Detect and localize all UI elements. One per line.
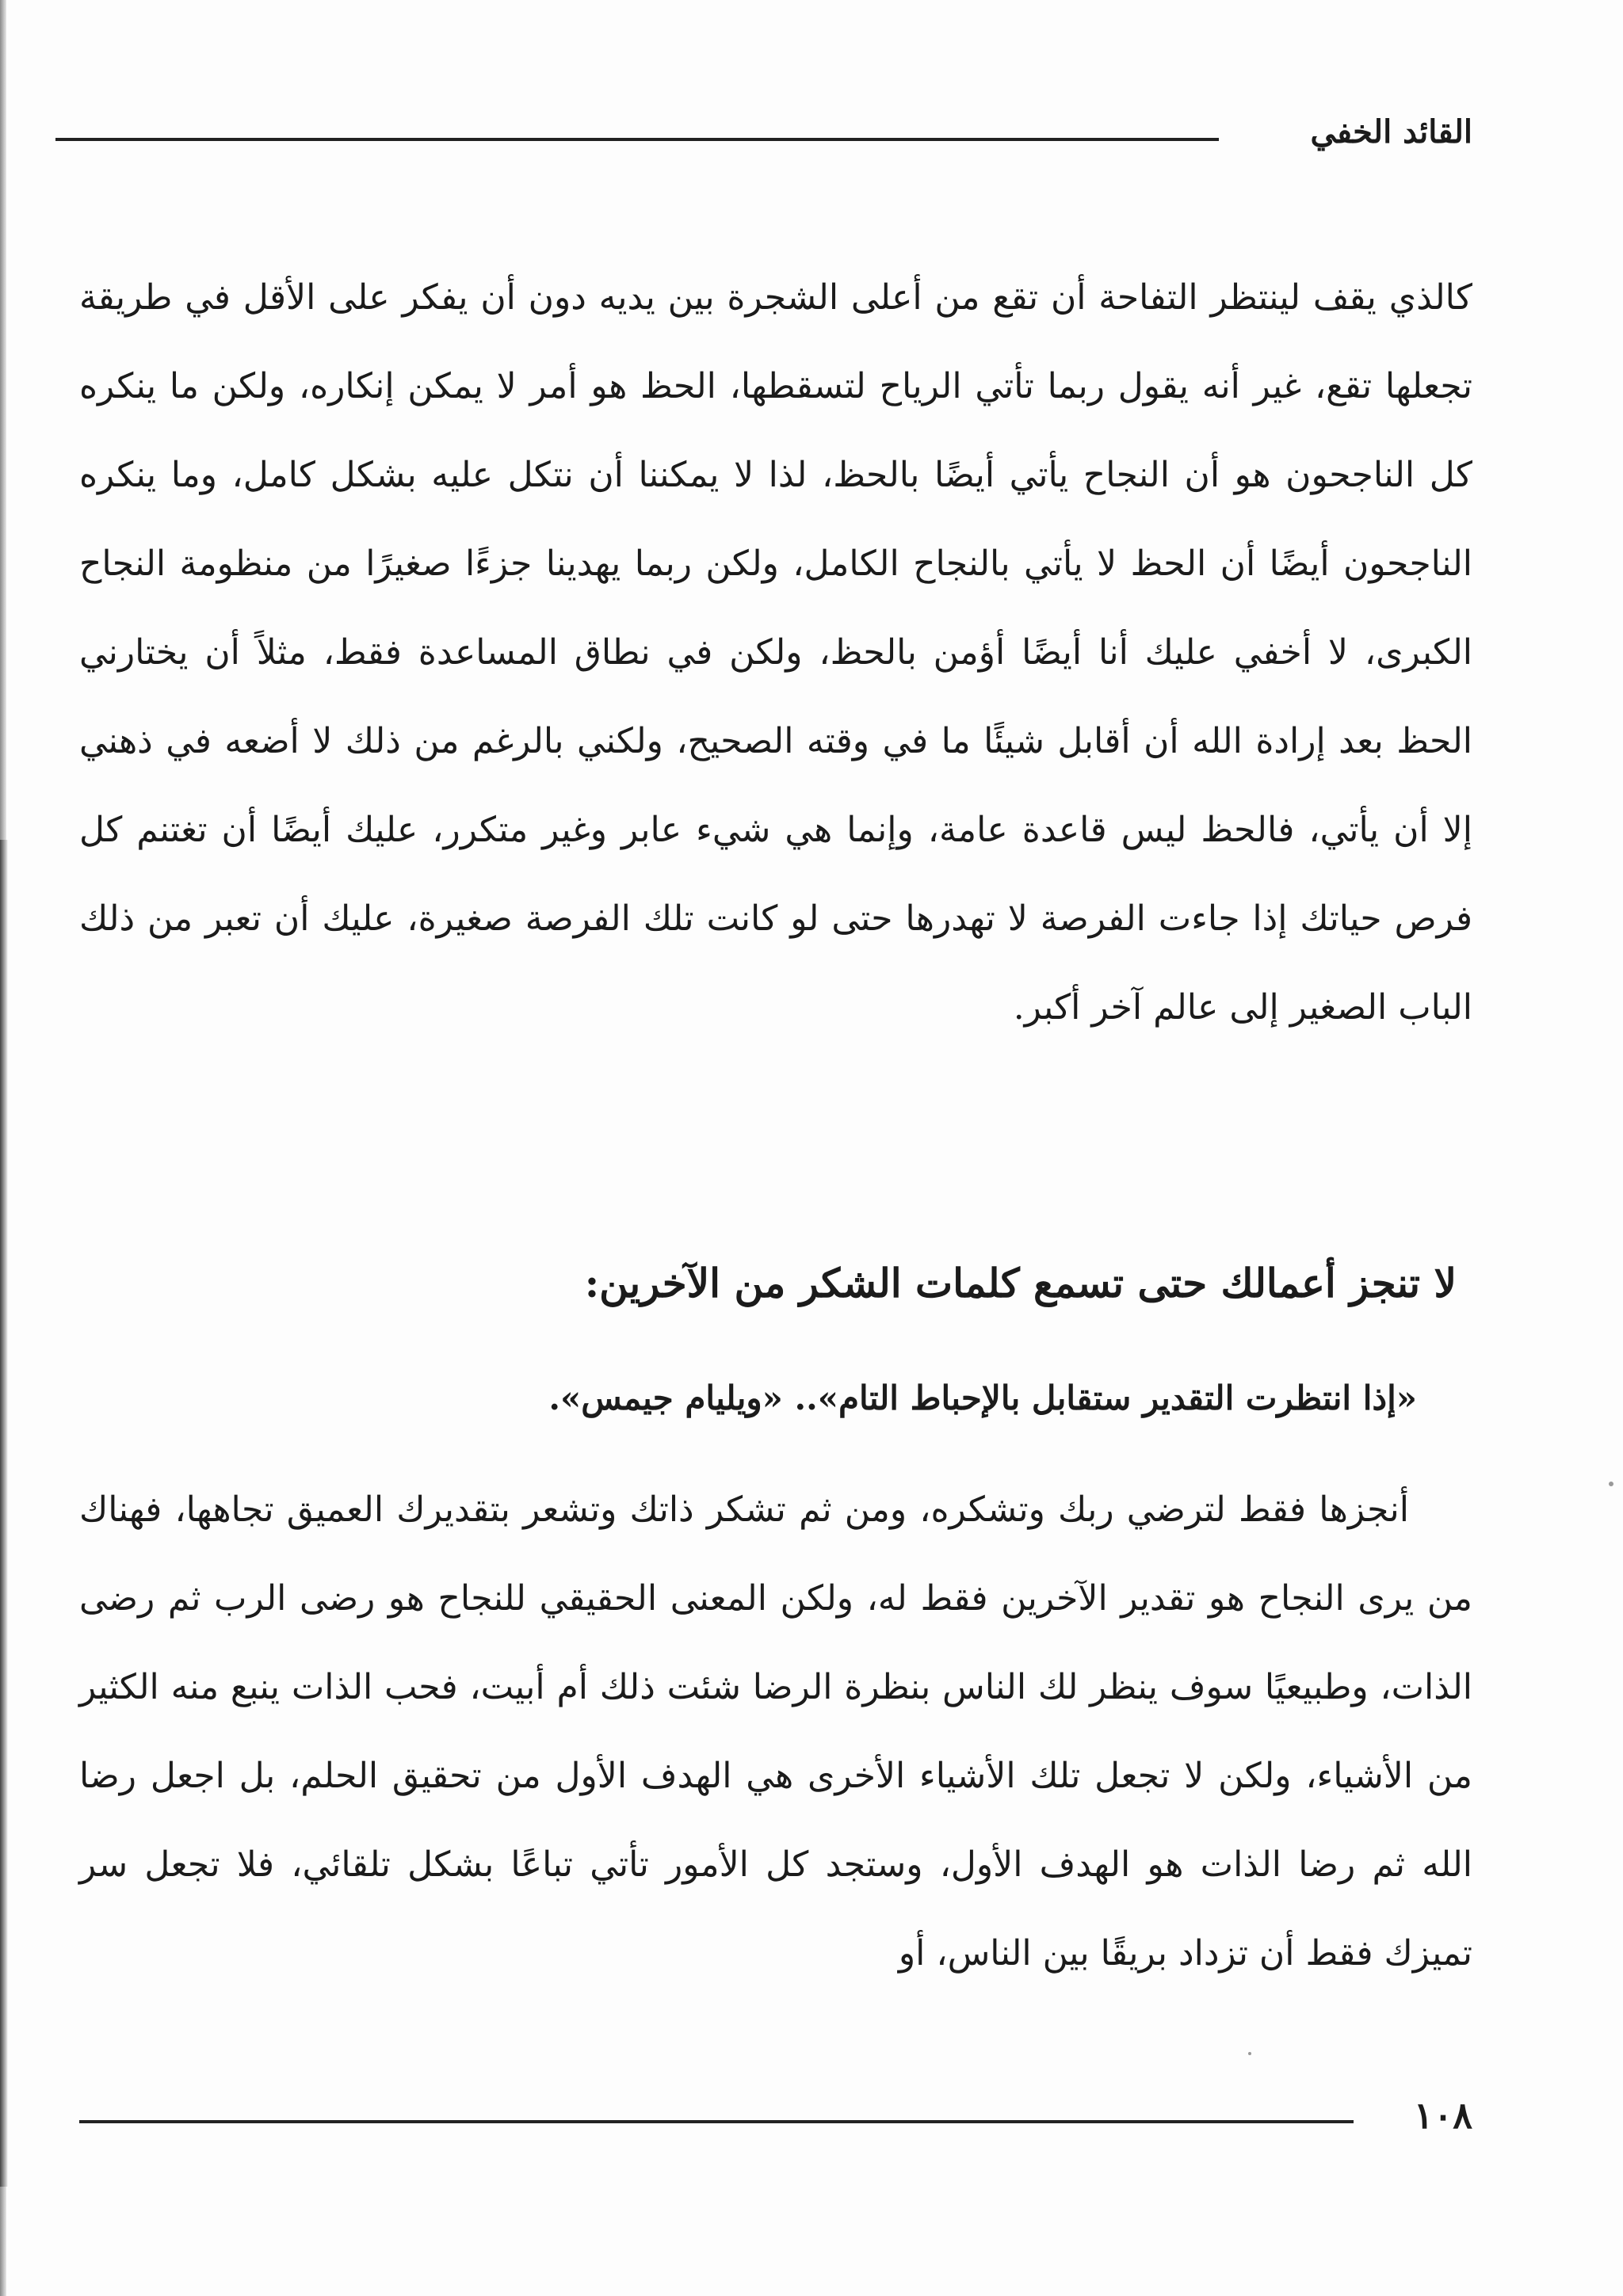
running-header	[55, 111, 1472, 158]
scan-speck	[1248, 2052, 1251, 2055]
footer-rule	[79, 2120, 1354, 2123]
body-paragraph-2	[79, 1466, 1472, 1998]
page-footer	[79, 2092, 1472, 2139]
quote: «إذا انتظرت التقدير ستقابل بالإحباط التام».. «ويليام جيمس».	[548, 1379, 1417, 1417]
header-rule	[55, 138, 1219, 141]
page-number: ١٠٨	[1413, 2094, 1472, 2137]
scan-edge-shadow-lower	[0, 840, 8, 2187]
body-paragraph-1	[79, 254, 1472, 1052]
paragraph-text: كالذي يقف لينتظر التفاحة أن تقع من أعلى الشجرة بين يديه دون أن يفكر على الأقل في طريقة تجعلها تقع، غير أنه يقول ربما تأتي الرياح لتسقطها، الحظ هو أمر لا يمكن إنكاره، ولكن ما ينكره كل الناجحون هو أن النجاح يأتي أيضًا بالحظ، لذا لا يمكننا أن نتكل عليه بشكل كامل، وما ينكره الناجحون أيضًا أن الحظ لا يأتي بالنجاح الكامل، ولكن ربما يهدينا جزءًا صغيرًا من منظومة النجاح الكبرى، لا أخفي عليك أنا أيضًا أؤمن بالحظ، ولكن في نطاق المساعدة فقط، مثلاً أن يختارني الحظ بعد إرادة الله أن أقابل شيئًا ما في وقته الصحيح، ولكني بالرغم من ذلك لا أضعه في ذهني إلا أن يأتي، فالحظ ليس قاعدة عامة، وإنما هي شيء عابر وغير متكرر، عليك أيضًا أن تغتنم كل فرص حياتك إذا جاءت الفرصة لا تهدرها حتى لو كانت تلك الفرصة صغيرة، عليك أن تعبر من ذلك الباب الصغير إلى عالم آخر أكبر.	[79, 277, 1473, 1028]
section-heading: لا تنجز أعمالك حتى تسمع كلمات الشكر من الآخرين:	[584, 1260, 1457, 1306]
scan-speck	[1609, 1482, 1613, 1486]
paragraph-text: أنجزها فقط لترضي ربك وتشكره، ومن ثم تشكر ذاتك وتشعر بتقديرك العميق تجاهها، فهناك من يرى النجاح هو تقدير الآخرين فقط له، ولكن المعنى الحقيقي للنجاح هو رضى الرب ثم رضى الذات، وطبيعيًا سوف ينظر لك الناس بنظرة الرضا شئت ذلك أم أبيت، فحب الذات ينبع منه الكثير من الأشياء، ولكن لا تجعل تلك الأشياء الأخرى هي الهدف الأول من تحقيق الحلم، بل اجعل رضا الله ثم رضا الذات هو الهدف الأول، وستجد كل الأمور تأتي تباعًا بشكل تلقائي، فلا تجعل سر تميزك فقط أن تزداد بريقًا بين الناس، أو	[79, 1489, 1472, 1974]
running-title: القائد الخفي	[1310, 113, 1472, 151]
